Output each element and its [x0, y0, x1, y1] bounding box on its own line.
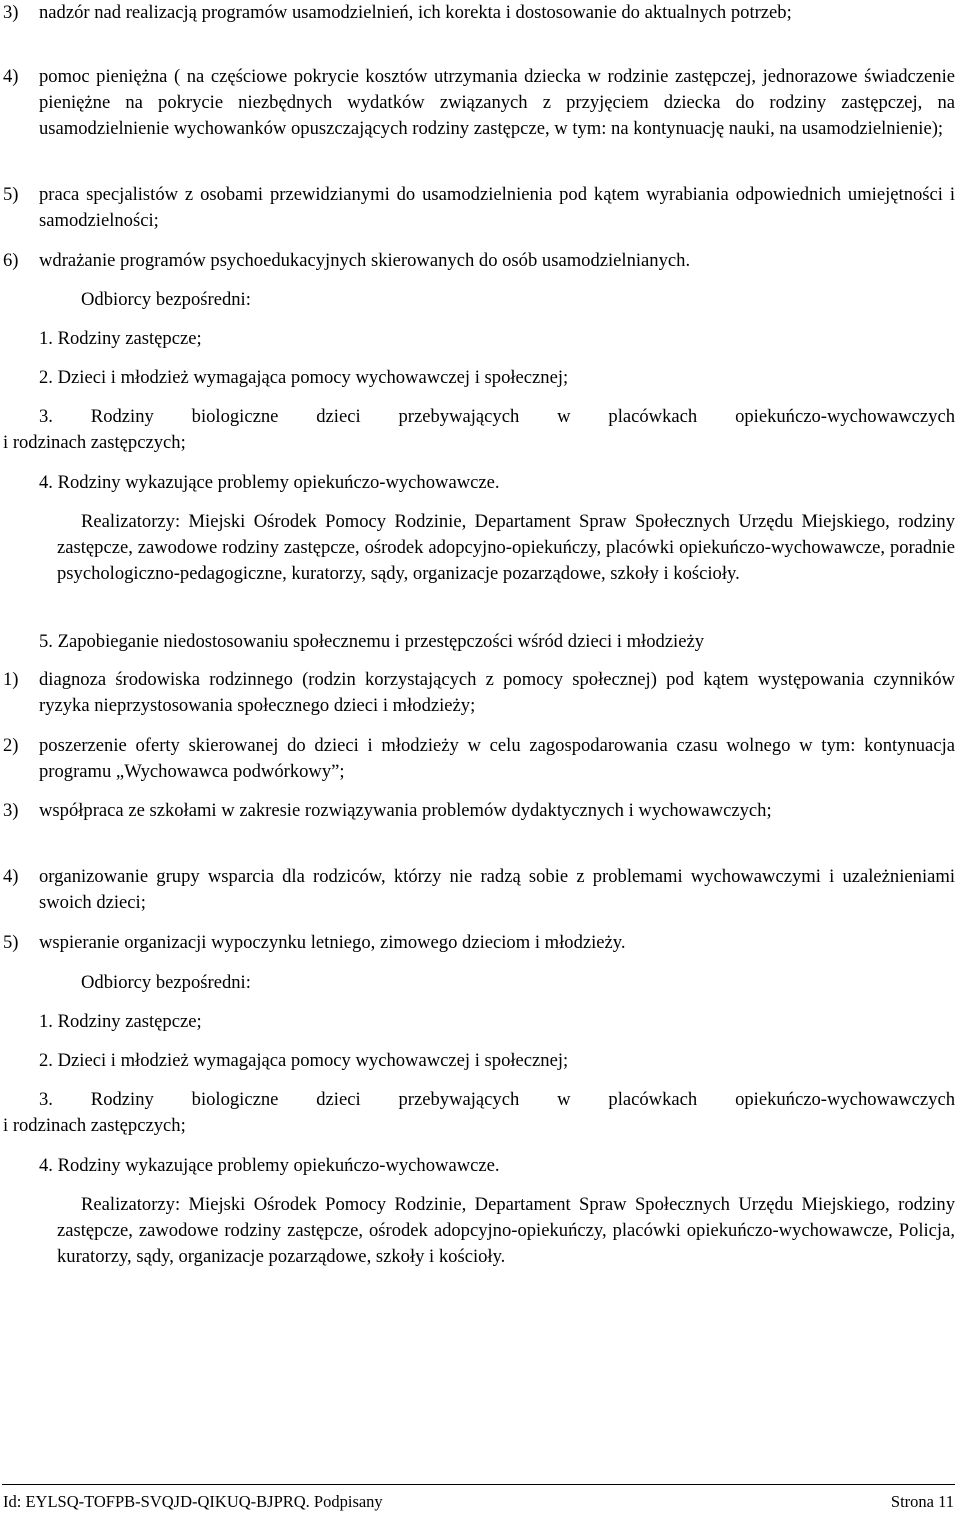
recipient-item-line: 3. Rodziny biologiczne dzieci przebywających w placówkach opiekuńczo-wychowawczych — [39, 1089, 955, 1110]
list-item — [3, 864, 955, 916]
recipient-item: 4. Rodziny wykazujące problemy opiekuńczo-wychowawcze. — [39, 472, 500, 493]
list-text: poszerzenie oferty skierowanej do dzieci i młodzieży w celu zagospodarowania czasu wolnego w tym: kontynuacja programu „Wychowawca podwórkowy”; — [39, 735, 955, 782]
list-number: 5) — [3, 932, 19, 953]
recipients-heading: Odbiorcy bezpośredni: — [81, 972, 251, 993]
recipient-item-continued: i rodzinach zastępczych; — [3, 432, 186, 453]
section-heading: 5. Zapobieganie niedostosowaniu społecznemu i przestępczości wśród dzieci i młodzieży — [39, 631, 705, 652]
recipient-item — [39, 1087, 955, 1113]
list-item — [3, 930, 955, 956]
list-item — [3, 182, 955, 234]
recipient-item: 2. Dzieci i młodzież wymagająca pomocy wychowawczej i społecznej; — [39, 367, 569, 388]
recipient-item: 1. Rodziny zastępcze; — [39, 1011, 202, 1032]
recipient-item: 2. Dzieci i młodzież wymagająca pomocy wychowawczej i społecznej; — [39, 1050, 569, 1071]
implementers-paragraph: Realizatorzy: Miejski Ośrodek Pomocy Rodzinie, Departament Spraw Społecznych Urzędu Miejskiego, rodziny zastępcze, zawodowe rodziny zastępcze, ośrodek adopcyjno-opiekuńczy, placówki opiekuńczo-wychowawcze, poradnie psychologiczno-pedagogiczne, kuratorzy, sądy, organizacje pozarządowe, szkoły i kościoły. — [57, 511, 955, 584]
list-number: 3) — [3, 2, 19, 23]
recipient-item — [39, 404, 955, 430]
footer-divider — [2, 1484, 955, 1485]
list-item — [3, 248, 955, 274]
list-item — [3, 64, 955, 142]
list-item — [3, 733, 955, 785]
list-text: pomoc pieniężna ( na częściowe pokrycie kosztów utrzymania dziecka w rodzinie zastępczej, jednorazowe świadczenie pieniężne na pokrycie niezbędnych wydatków związanych z przyjęciem dziecka do rodziny zastępczej, na usamodzielnienie wychowanków opuszczających rodziny zastępcze, w tym: na kontynuację nauki, na usamodzielnienie); — [39, 66, 955, 139]
footer-document-id: Id: EYLSQ-TOFPB-SVQJD-QIKUQ-BJPRQ. Podpisany — [3, 1492, 383, 1511]
implementers-paragraph: Realizatorzy: Miejski Ośrodek Pomocy Rodzinie, Departament Spraw Społecznych Urzędu Miejskiego, rodziny zastępcze, zawodowe rodziny zastępcze, ośrodek adopcyjno-opiekuńczy, placówki opiekuńczo-wychowawcze, Policja, kuratorzy, sądy, organizacje pozarządowe, szkoły i kościoły. — [57, 1194, 955, 1267]
list-number: 4) — [3, 66, 19, 87]
recipients-heading: Odbiorcy bezpośredni: — [81, 289, 251, 310]
list-text: wdrażanie programów psychoedukacyjnych skierowanych do osób usamodzielnianych. — [39, 250, 691, 271]
list-text: diagnoza środowiska rodzinnego (rodzin korzystających z pomocy społecznej) pod kątem występowania czynników ryzyka nieprzystosowania społecznego dzieci i młodzieży; — [39, 669, 955, 716]
list-number: 6) — [3, 250, 19, 271]
list-number: 5) — [3, 184, 19, 205]
list-text: nadzór nad realizacją programów usamodzielnień, ich korekta i dostosowanie do aktualnych potrzeb; — [39, 2, 792, 23]
list-number: 4) — [3, 866, 19, 887]
list-number: 3) — [3, 800, 19, 821]
recipient-item: 1. Rodziny zastępcze; — [39, 328, 202, 349]
list-text: organizowanie grupy wsparcia dla rodziców, którzy nie radzą sobie z problemami wychowawczymi i uzależnieniami swoich dzieci; — [39, 866, 955, 913]
list-item — [3, 798, 955, 824]
list-number: 2) — [3, 735, 19, 756]
recipient-item-continued: i rodzinach zastępczych; — [3, 1115, 186, 1136]
footer-page-number: Strona 11 — [890, 1492, 954, 1511]
list-text: współpraca ze szkołami w zakresie rozwiązywania problemów dydaktycznych i wychowawczych; — [39, 800, 772, 821]
list-text: praca specjalistów z osobami przewidzianymi do usamodzielnienia pod kątem wyrabiania odpowiednich umiejętności i samodzielności; — [39, 184, 955, 231]
list-item — [3, 667, 955, 719]
list-item — [3, 0, 955, 26]
list-text: wspieranie organizacji wypoczynku letniego, zimowego dzieciom i młodzieży. — [39, 932, 626, 953]
list-number: 1) — [3, 669, 19, 690]
recipient-item-line: 3. Rodziny biologiczne dzieci przebywających w placówkach opiekuńczo-wychowawczych — [39, 406, 955, 427]
recipient-item: 4. Rodziny wykazujące problemy opiekuńczo-wychowawcze. — [39, 1155, 500, 1176]
